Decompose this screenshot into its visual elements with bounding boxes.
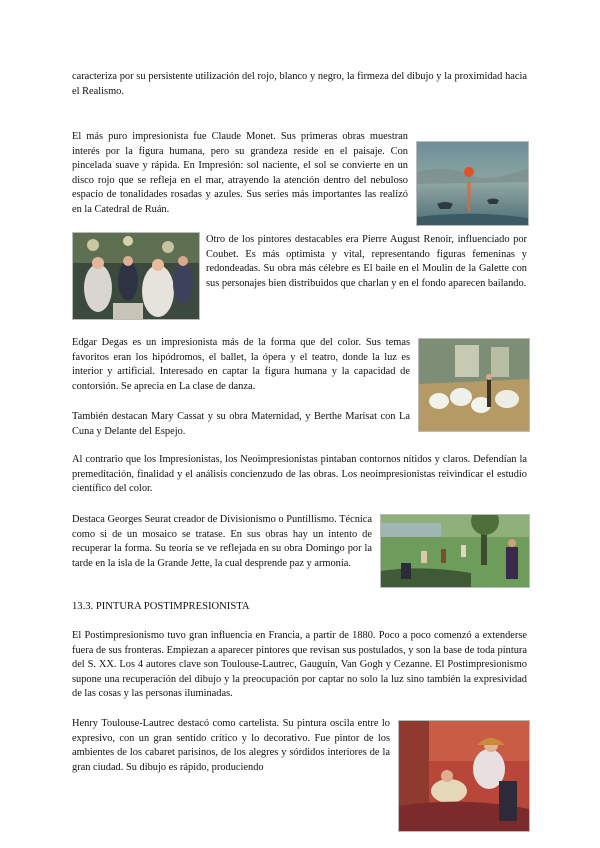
- paragraph-seurat: Destaca Georges Seurat creador de Divisionismo o Puntillismo. Técnica como si de un mosaico se tratase. En sus obras hay un intento de recuperar la forma. Su teoría se ve reflejada en su obra Domingo por la tarde en la isla de la Grande Jette, la cual desprende paz y armonía.: [72, 514, 373, 569]
- paragraph-postimpressionism: El Postimpresionismo tuvo gran influencia en Francia, a partir de 1880. Poco a poco comenzó a extenderse fuera de sus fronteras. Empiezan a aparecer pintores que revisan sus postulados, y son la base de toda pintura del S. XX. Los 4 autores clave son Toulouse-Lautrec, Gauguin, Van Gogh y Cezanne. El Postimpresionismo supone una recuperación del dibujo y la preocupación por captar no solo la luz sino también la expresividad de las cosas y las personas iluminadas.: [72, 630, 527, 700]
- paragraph-neoimpressionism: Al contrario que los Impresionistas, los Neoimpresionistas pintaban contornos nítidos y claros. Defendían la premeditación, finalidad y el análisis concienzudo de las obras. Los neoimpresionistas reivindicar el estudio científico del color.: [72, 454, 527, 495]
- paragraph-toulouse-lautrec: Henry Toulouse-Lautrec destacó como cartelista. Su pintura oscila entre lo expresivo, con un gran sentido crítico y lo decorativo. Fue pintor de los ambientes de los cabaret parisinos, de los alegres y sórdidos interiores de la gran ciudad. Su dibujo es rápido, produciendo: [72, 718, 390, 773]
- paragraph-degas: Edgar Degas es un impresionista más de la forma que del color. Sus temas favoritos eran los hipódromos, el ballet, la ópera y el teatro, donde la luz es interior y artificial. Interesado en captar la figura humana y la capacidad de contorsión. Se aprecia en La clase de danza.: [72, 337, 410, 392]
- paragraph-renoir: Otro de los pintores destacables era Pierre August Renoir, influenciado por Coubet. Es más optimista y vital, representando figuras femeninas y redondeadas. Su obra más célebre es El baile en el Moulin de la Galette con sus personajes bien distribuidos que charlan y en el fondo aparecen bailando.: [206, 234, 527, 289]
- degas-painting-image: [418, 338, 530, 432]
- paragraph-cassat: También destacan Mary Cassat y su obra Maternidad, y Berthe Marisat con La Cuna y Delante del Espejo.: [72, 411, 410, 437]
- toulouse-lautrec-painting-image: [398, 720, 530, 832]
- paragraph-intro: caracteriza por su persistente utilización del rojo, blanco y negro, la firmeza del dibujo y la proximidad hacia el Realismo.: [72, 71, 527, 97]
- section-heading: 13.3. PINTURA POSTIMPRESIONISTA: [72, 601, 250, 612]
- paragraph-monet: El más puro impresionista fue Claude Monet. Sus primeras obras muestran interés por la figura humana, pero su grandeza reside en el paisaje. Con pincelada suave y rápida. En Impresión: sol naciente, el sol se convierte en un disco rojo que se refleja en el mar, atrayendo la atención dentro del nebuloso espacio de tonalidades rosadas y azules. Sus series más importantes las realizó en la Catedral de Ruán.: [72, 131, 408, 215]
- monet-painting-image: [416, 141, 529, 226]
- renoir-painting-image: [72, 232, 200, 320]
- seurat-painting-image: [380, 514, 530, 588]
